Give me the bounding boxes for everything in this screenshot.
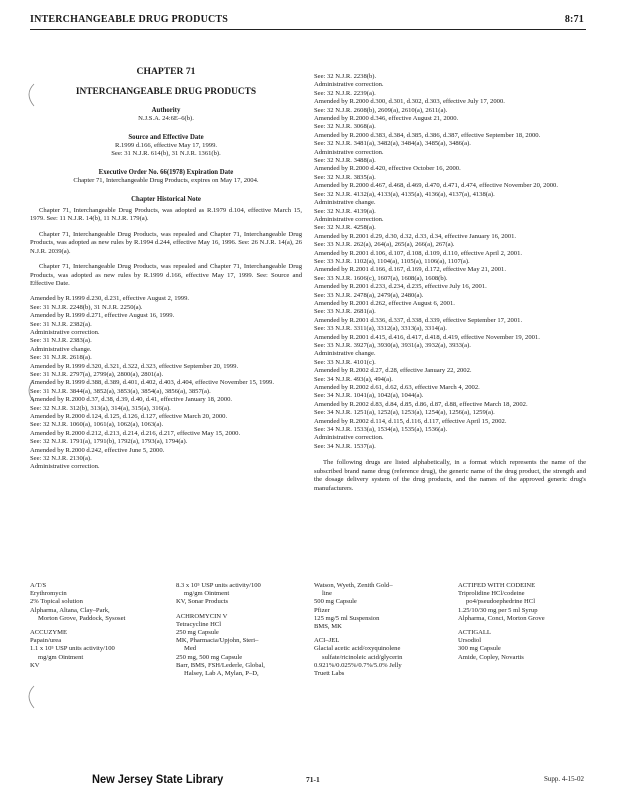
drug-line: 300 mg Capsule bbox=[458, 645, 501, 653]
amendment-entry: Amended by R.1999 d.230, d.231, effective August 2, 1999. bbox=[30, 295, 190, 303]
amendment-entry: See: 32 N.J.R. 2130(a). bbox=[30, 455, 92, 463]
header-rule bbox=[30, 29, 586, 30]
drug-line: Amide, Copley, Novartis bbox=[458, 653, 524, 661]
drug-entry bbox=[314, 582, 454, 631]
amendment-entry: Administrative correction. bbox=[314, 148, 384, 156]
amendment-entry: Administrative change. bbox=[314, 199, 376, 207]
drug-line: line bbox=[322, 590, 332, 598]
drug-line: Tetracycline HCl bbox=[176, 620, 222, 628]
amendment-entry: Amended by R.2002 d.27, d.28, effective January 22, 2002. bbox=[314, 367, 472, 375]
amendment-entry: Amended by R.2000 d.124, d.125, d.126, d.127, effective March 20, 2000. bbox=[30, 413, 228, 420]
amendment-entry: See: 32 N.J.R. 2608(b), 2609(a), 2610(a), 2611(a). bbox=[314, 106, 448, 114]
drug-line: ACTIGALL bbox=[458, 629, 491, 637]
amendment-entry: See: 34 N.J.R. 1251(a), 1252(a), 1253(a), 1254(a), 1256(a), 1259(a). bbox=[314, 409, 495, 417]
amendment-entry: Amended by R.2002 d.114, d.115, d.116, d.117, effective April 15, 2002. bbox=[314, 417, 507, 425]
product-column-3 bbox=[314, 582, 454, 684]
library-stamp: New Jersey State Library bbox=[92, 772, 224, 786]
drug-line: Watson, Wyeth, Zenith Gold– bbox=[314, 582, 393, 589]
drug-line: 1.1 x 10⁵ USP units activity/100 bbox=[30, 645, 115, 653]
amendment-entry: Amended by R.2000 d.37, d.38, d.39, d.40, d.41, effective January 18, 2000. bbox=[30, 396, 233, 404]
amendment-entry: See: 32 N.J.R. 4132(a), 4133(a), 4135(a), 4136(a), 4137(a), 4138(a). bbox=[314, 190, 495, 198]
drug-line: ACCUZYME bbox=[30, 629, 67, 637]
amendment-entry: See: 32 N.J.R. 3481(a), 3482(a), 3484(a), 3485(a), 3486(a). bbox=[314, 140, 471, 148]
drug-line: Med bbox=[184, 645, 197, 653]
amendment-entry: See: 32 N.J.R. 4258(a). bbox=[314, 224, 376, 232]
drug-line: mg/gm Ointment bbox=[38, 653, 84, 661]
amendment-entry: See: 34 N.J.R. 493(a), 494(a). bbox=[314, 375, 393, 383]
amendment-entry: See: 32 N.J.R. 3068(a). bbox=[314, 123, 376, 131]
drug-entry bbox=[176, 582, 306, 607]
amendment-entry: See: 33 N.J.R. 1102(a), 1104(a), 1105(a), 1106(a), 1107(a). bbox=[314, 257, 470, 265]
drug-line: Alpharma, Altana, Clay–Park, bbox=[30, 606, 110, 614]
drug-line: ACHROMYCIN V bbox=[176, 612, 228, 620]
drug-line: Morton Grove, Paddock, Sysoset bbox=[38, 614, 126, 622]
drug-line: Alpharma, Conci, Morton Grove bbox=[458, 614, 545, 622]
authority-text: N.J.S.A. 24:6E–6(b). bbox=[138, 115, 194, 123]
running-header-page: 8:71 bbox=[564, 14, 584, 25]
drug-line: BMS, MK bbox=[314, 623, 342, 631]
amendment-entry: See: 32 N.J.R. 3835(a). bbox=[314, 173, 376, 181]
drug-line: 500 mg Capsule bbox=[314, 598, 357, 606]
drug-entry bbox=[30, 582, 170, 623]
drug-line: 8.3 x 10⁵ USP units activity/100 bbox=[176, 582, 261, 589]
amendment-entry: See: 32 N.J.R. 2238(b). bbox=[314, 73, 377, 80]
product-column-1 bbox=[30, 582, 170, 676]
amendment-entry: Amended by R.2001 d.106, d.107, d.108, d.109, d.110, effective April 2, 2001. bbox=[314, 249, 523, 257]
amendment-entry: Amended by R.2001 d.166, d.167, d.169, d.172, effective May 21, 2001. bbox=[314, 266, 506, 274]
amendment-entry: See: 33 N.J.R. 3927(a), 3930(a), 3931(a), 3932(a), 3933(a). bbox=[314, 342, 471, 349]
drug-line: mg/gm Ointment bbox=[184, 590, 230, 598]
authority-heading: Authority bbox=[151, 106, 181, 114]
amendment-entry: Amended by R.2000 d.242, effective June 5, 2000. bbox=[30, 446, 165, 454]
amendment-entry: See: 33 N.J.R. 4101(c). bbox=[314, 358, 376, 366]
amendment-entry: Amended by R.2001 d.415, d.416, d.417, d.418, d.419, effective November 19, 2001. bbox=[314, 333, 540, 341]
amendment-entry: See: 32 N.J.R. 312(b), 313(a), 314(a), 315(a), 316(a). bbox=[30, 404, 171, 412]
drug-line: MK, Pharmacia/Upjohn, Steri– bbox=[176, 637, 259, 645]
source-line: R.1999 d.166, effective May 17, 1999. bbox=[114, 142, 218, 150]
amendment-entry: Administrative correction. bbox=[314, 81, 384, 89]
right-amendment-list bbox=[314, 73, 586, 451]
amendment-entry: Amended by R.2001 d.336, d.337, d.338, d.339, effective September 17, 2001. bbox=[314, 316, 523, 324]
amendment-entry: See: 33 N.J.R. 3311(a), 3312(a), 3313(a), 3314(a). bbox=[314, 325, 447, 333]
drug-line: Papain/urea bbox=[30, 637, 62, 645]
amendment-entry: Amended by R.2001 d.233, d.234, d.235, effective July 16, 2001. bbox=[314, 283, 487, 291]
running-header-title: INTERCHANGEABLE DRUG PRODUCTS bbox=[30, 14, 229, 25]
amendment-entry: See: 34 N.J.R. 1041(a), 1042(a), 1044(a). bbox=[314, 392, 424, 400]
amendment-entry: See: 31 N.J.R. 2382(a). bbox=[30, 320, 92, 328]
drug-line: Truett Labs bbox=[314, 670, 345, 678]
historical-paragraph: Chapter 71, Interchangeable Drug Products, was repealed and Chapter 71, Interchangeable Drug Products, was adopted as new rules by R.1999 d.166, effective May 17, 1999. See: Source and Effective Date. bbox=[30, 263, 302, 287]
drug-line: ACI–JEL bbox=[314, 637, 340, 645]
drug-entry bbox=[176, 613, 306, 679]
amendment-entry: See: 33 N.J.R. 262(a), 264(a), 265(a), 266(a), 267(a). bbox=[314, 241, 455, 249]
amendment-entry: Amended by R.2000 d.346, effective August 21, 2000. bbox=[314, 115, 459, 123]
amendment-entry: Amended by R.2001 d.262, effective August 6, 2001. bbox=[314, 299, 455, 307]
amendment-entry: Amended by R.1999 d.388, d.389, d.401, d.402, d.403, d.404, effective November 15, 1999. bbox=[30, 379, 274, 387]
amendment-entry: Amended by R.2000 d.300, d.301, d.302, d.303, effective July 17, 2000. bbox=[314, 98, 505, 106]
amendment-entry: See: 34 N.J.R. 1537(a). bbox=[314, 442, 376, 450]
amendment-entry: Amended by R.1999 d.320, d.321, d.322, d.323, effective September 20, 1999. bbox=[30, 362, 239, 370]
source-lines bbox=[30, 142, 302, 159]
product-column-4 bbox=[458, 582, 586, 668]
historical-paragraph: Chapter 71, Interchangeable Drug Products, was adopted as R.1979 d.104, effective March 15, 1979. See: 11 N.J.R. 14(b), 11 N.J.R. 179(a). bbox=[30, 207, 302, 223]
chapter-title: INTERCHANGEABLE DRUG PRODUCTS bbox=[75, 87, 257, 98]
product-column-2 bbox=[176, 582, 306, 684]
drug-line: Triprolidine HCl/codeine bbox=[458, 590, 525, 598]
amendment-entry: Amended by R.2000 d.383, d.384, d.385, d.386, d.387, effective September 18, 2000. bbox=[314, 131, 541, 139]
amendment-entry: Administrative correction. bbox=[30, 463, 100, 471]
drug-line: KV bbox=[30, 661, 40, 669]
drug-line: 2% Topical solution bbox=[30, 598, 83, 606]
source-line: See: 31 N.J.R. 614(b), 31 N.J.R. 1361(b). bbox=[111, 150, 221, 158]
amendment-entry: Administrative change. bbox=[314, 350, 376, 358]
amendment-entry: Amended by R.2001 d.29, d.30, d.32, d.33, d.34, effective January 16, 2001. bbox=[314, 232, 517, 240]
amendment-entry: Amended by R.2000 d.467, d.468, d.469, d.470, d.471, d.474, effective November 20, 2000. bbox=[314, 182, 558, 190]
punch-hole-mark bbox=[22, 684, 36, 710]
right-column bbox=[314, 73, 586, 500]
drug-line: Glacial acetic acid/oxyquinolene bbox=[314, 645, 401, 653]
historical-note-paragraphs bbox=[30, 207, 302, 288]
drug-line: A/T/S bbox=[30, 582, 47, 589]
amendment-entry: See: 31 N.J.R. 2248(b), 31 N.J.R. 2250(a). bbox=[30, 303, 143, 311]
drug-entry bbox=[314, 637, 454, 678]
historical-paragraph: Chapter 71, Interchangeable Drug Products, was repealed and Chapter 71, Interchangeable Drug Products, was adopted as new rules by R.1994 d.244, effective May 16, 1996. See: 26 N.J.R. 14(a), 26 N.J.R. 2039(a). bbox=[30, 230, 302, 255]
amendment-entry: See: 32 N.J.R. 2239(a). bbox=[314, 89, 376, 97]
amendment-entry: Amended by R.2002 d.83, d.84, d.85, d.86, d.87, d.88, effective March 18, 2002. bbox=[314, 400, 528, 408]
drug-line: 125 mg/5 ml Suspension bbox=[314, 614, 380, 622]
page-number: 71-1 bbox=[306, 775, 320, 784]
listing-intro: The following drugs are listed alphabetically, in a format which represents the name of the subscribed brand name drug (reference drug), the generic name of the drug product, the strength and the dosage delivery system of the drug products, and the names of the approved generic drug's manufacturers. bbox=[314, 459, 586, 492]
amendment-entry: See: 33 N.J.R. 2478(a), 2479(a), 2480(a). bbox=[314, 291, 424, 299]
drug-line: po4/pseudoephedrine HCl bbox=[466, 598, 536, 606]
drug-line: Barr, BMS, FSH/Lederle, Global, bbox=[176, 661, 265, 669]
amendment-entry: See: 31 N.J.R. 2383(a). bbox=[30, 337, 92, 345]
amendment-entry: See: 32 N.J.R. 3488(a). bbox=[314, 157, 376, 165]
amendment-entry: See: 32 N.J.R. 4139(a). bbox=[314, 207, 376, 215]
drug-line: Halsey, Lab A, Mylan, P–D, bbox=[184, 670, 259, 678]
amendment-entry: Administrative correction. bbox=[314, 215, 384, 223]
amendment-entry: See: 31 N.J.R. 3844(a), 3852(a), 3853(a), 3854(a), 3856(a), 3857(a). bbox=[30, 387, 211, 395]
amendment-entry: See: 31 N.J.R. 2618(a). bbox=[30, 354, 92, 362]
drug-entry bbox=[30, 629, 170, 670]
amendment-entry: See: 34 N.J.R. 1533(a), 1534(a), 1535(a), 1536(a). bbox=[314, 426, 448, 434]
amendment-entry: See: 32 N.J.R. 1060(a), 1061(a), 1062(a), 1063(a). bbox=[30, 421, 164, 429]
left-amendment-list bbox=[30, 295, 302, 472]
amendment-entry: Administrative correction. bbox=[314, 434, 384, 442]
chapter-number: CHAPTER 71 bbox=[136, 66, 196, 77]
supplement-date: Supp. 4-15-02 bbox=[543, 775, 584, 783]
drug-line: Erythromycin bbox=[30, 590, 67, 598]
amendment-entry: Amended by R.2002 d.61, d.62, d.63, effective March 4, 2002. bbox=[314, 384, 480, 392]
amendment-entry: See: 31 N.J.R. 2797(a), 2799(a), 2800(a), 2801(a). bbox=[30, 370, 164, 378]
amendment-entry: See: 32 N.J.R. 1791(a), 1791(b), 1792(a), 1793(a), 1794(a). bbox=[30, 438, 188, 446]
executive-order-heading: Executive Order No. 66(1978) Expiration Date bbox=[98, 168, 234, 176]
drug-line: 1.25/10/30 mg per 5 ml Syrup bbox=[458, 606, 538, 614]
drug-entry bbox=[458, 629, 586, 662]
amendment-entry: Amended by R.1999 d.271, effective August 16, 1999. bbox=[30, 312, 175, 320]
amendment-entry: See: 33 N.J.R. 2681(a). bbox=[314, 308, 376, 316]
drug-line: Ursodiol bbox=[458, 637, 482, 645]
amendment-entry: Amended by R.2000 d.420, effective October 16, 2000. bbox=[314, 165, 461, 173]
amendment-entry: Amended by R.2000 d.212, d.213, d.214, d.216, d.217, effective May 15, 2000. bbox=[30, 429, 241, 437]
source-heading: Source and Effective Date bbox=[128, 133, 204, 141]
drug-entry bbox=[458, 582, 586, 623]
drug-line: KV, Sonar Products bbox=[176, 598, 229, 606]
drug-line: sulfate/ricinoleic acid/glycerin bbox=[322, 653, 403, 661]
left-column bbox=[30, 68, 302, 480]
amendment-entry: See: 33 N.J.R. 1606(c), 1607(a), 1608(a), 1608(b). bbox=[314, 274, 448, 282]
amendment-entry: Administrative correction. bbox=[30, 328, 100, 336]
historical-note-heading: Chapter Historical Note bbox=[131, 195, 201, 203]
executive-order-text: Chapter 71, Interchangeable Drug Products, expires on May 17, 2004. bbox=[73, 177, 259, 185]
drug-line: 250 mg Capsule bbox=[176, 629, 219, 637]
drug-line: 250 mg, 500 mg Capsule bbox=[176, 653, 243, 661]
drug-line: 0.921%/0.025%/0.7%/5.0% Jelly bbox=[314, 661, 402, 669]
amendment-entry: Administrative change. bbox=[30, 345, 92, 353]
drug-line: ACTIFED WITH CODEINE bbox=[458, 582, 536, 589]
drug-line: Pfizer bbox=[314, 606, 330, 614]
